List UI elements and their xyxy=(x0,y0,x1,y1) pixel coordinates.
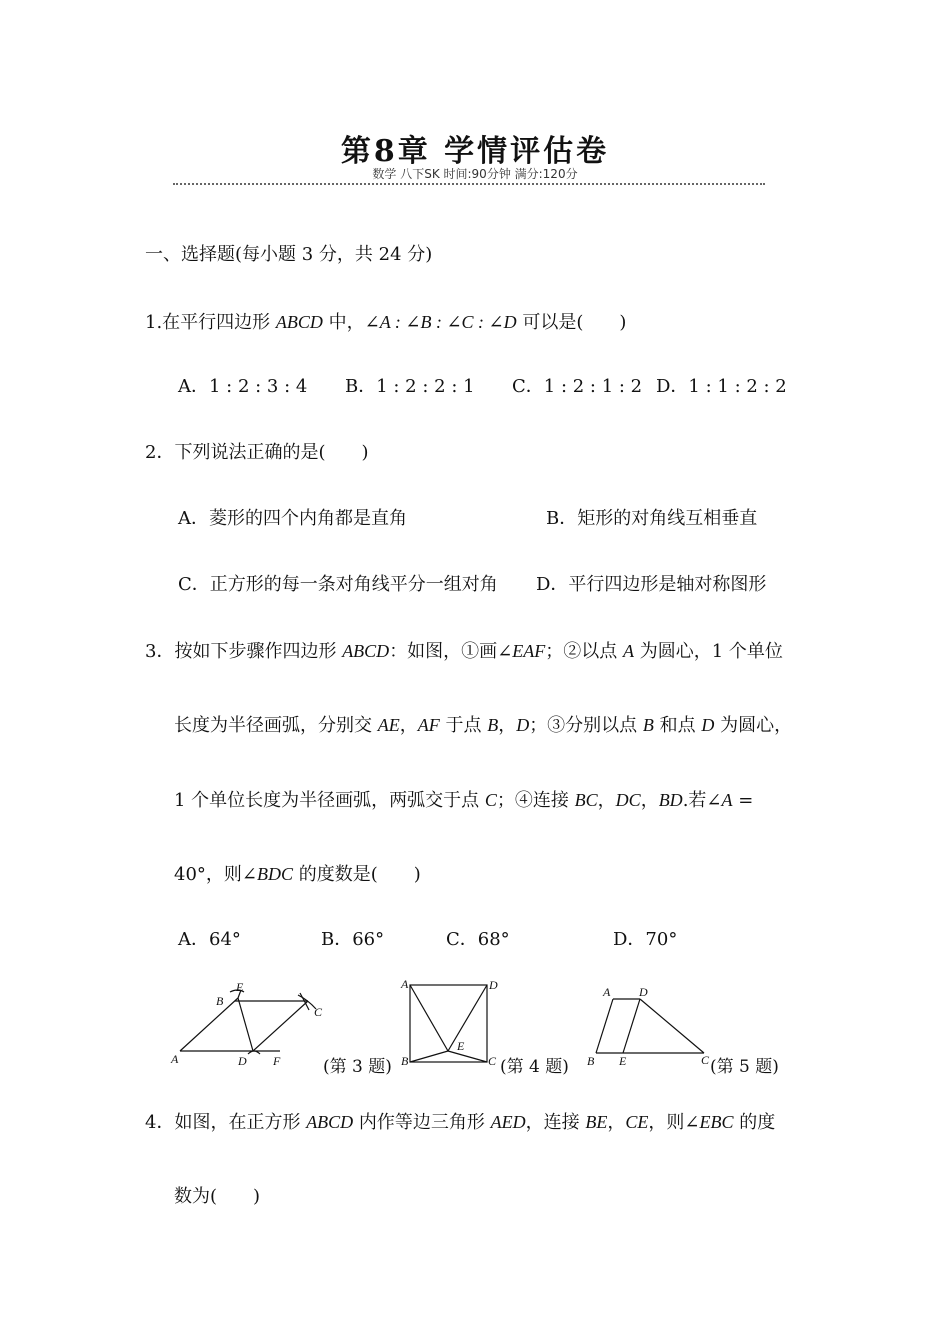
figure-4-diagram xyxy=(396,975,506,1070)
fig5-label-c: C xyxy=(701,1053,710,1067)
fig5-label-b: B xyxy=(587,1054,595,1068)
q2-option-b: B．矩形的对角线互相垂直 xyxy=(546,508,758,529)
q3-option-a: A．64° xyxy=(178,929,241,950)
figure-5-diagram xyxy=(582,980,717,1070)
figure-3-caption: (第 3 题) xyxy=(323,1057,392,1077)
question-1-stem: 1.在平行四边形 ABCD 中，∠A : ∠B : ∠C : ∠D 可以是( ) xyxy=(145,312,627,333)
fig4-label-b: B xyxy=(401,1054,409,1068)
question-3-line-3: 1 个单位长度为半径画弧，两弧交于点 C；④连接 BC，DC，BD.若∠A = xyxy=(174,790,754,811)
question-3-line-1: 3．按如下步骤作四边形 ABCD：如图，①画∠EAF；②以点 A 为圆心，1 个单位 xyxy=(145,641,783,662)
question-3-line-4: 40°，则∠BDC 的度数是( ) xyxy=(174,864,421,885)
question-4-line-1: 4．如图，在正方形 ABCD 内作等边三角形 AED，连接 BE，CE，则∠EBC 的度 xyxy=(145,1112,776,1133)
fig4-label-e: E xyxy=(457,1039,465,1053)
fig3-label-f: F xyxy=(273,1054,281,1068)
page-title: 第8章 学情评估卷 xyxy=(340,134,610,169)
fig5-label-a: A xyxy=(603,985,611,999)
fig3-label-d: D xyxy=(238,1054,247,1068)
section-heading: 一、选择题(每小题 3 分，共 24 分) xyxy=(145,244,433,265)
fig4-label-a: A xyxy=(401,977,409,991)
fig3-label-a: A xyxy=(171,1052,179,1066)
fig3-label-e: E xyxy=(236,980,244,994)
exam-info: 数学 八下SK 时间:90分钟 满分:120分 xyxy=(372,167,578,181)
q1-option-b: B．1 : 2 : 2 : 1 xyxy=(345,376,475,397)
fig5-label-e: E xyxy=(619,1054,627,1068)
q3-option-c: C．68° xyxy=(446,929,510,950)
q2-option-c: C．正方形的每一条对角线平分一组对角 xyxy=(178,574,498,595)
fig5-label-d: D xyxy=(639,985,648,999)
q1-option-c: C．1 : 2 : 1 : 2 xyxy=(512,376,643,397)
question-3-line-2: 长度为半径画弧，分别交 AE，AF 于点 B，D；③分别以点 B 和点 D 为圆心， xyxy=(174,715,793,736)
q1-option-d: D．1 : 1 : 2 : 2 xyxy=(656,376,787,397)
q3-option-b: B．66° xyxy=(321,929,385,950)
fig4-label-d: D xyxy=(489,978,498,992)
figure-4-caption: (第 4 题) xyxy=(500,1057,569,1077)
fig4-label-c: C xyxy=(488,1054,497,1068)
fig3-label-b: B xyxy=(216,994,224,1008)
figure-5-caption: (第 5 题) xyxy=(710,1057,779,1077)
question-4-line-2: 数为( ) xyxy=(174,1186,261,1207)
q2-option-a: A．菱形的四个内角都是直角 xyxy=(178,508,407,529)
figure-3-diagram xyxy=(168,978,328,1073)
question-2-stem: 2．下列说法正确的是( ) xyxy=(145,442,369,463)
q2-option-d: D．平行四边形是轴对称图形 xyxy=(536,574,767,595)
q1-option-a: A．1 : 2 : 3 : 4 xyxy=(178,376,308,397)
header-divider xyxy=(173,183,765,185)
q3-option-d: D．70° xyxy=(613,929,678,950)
fig3-label-c: C xyxy=(314,1005,323,1019)
